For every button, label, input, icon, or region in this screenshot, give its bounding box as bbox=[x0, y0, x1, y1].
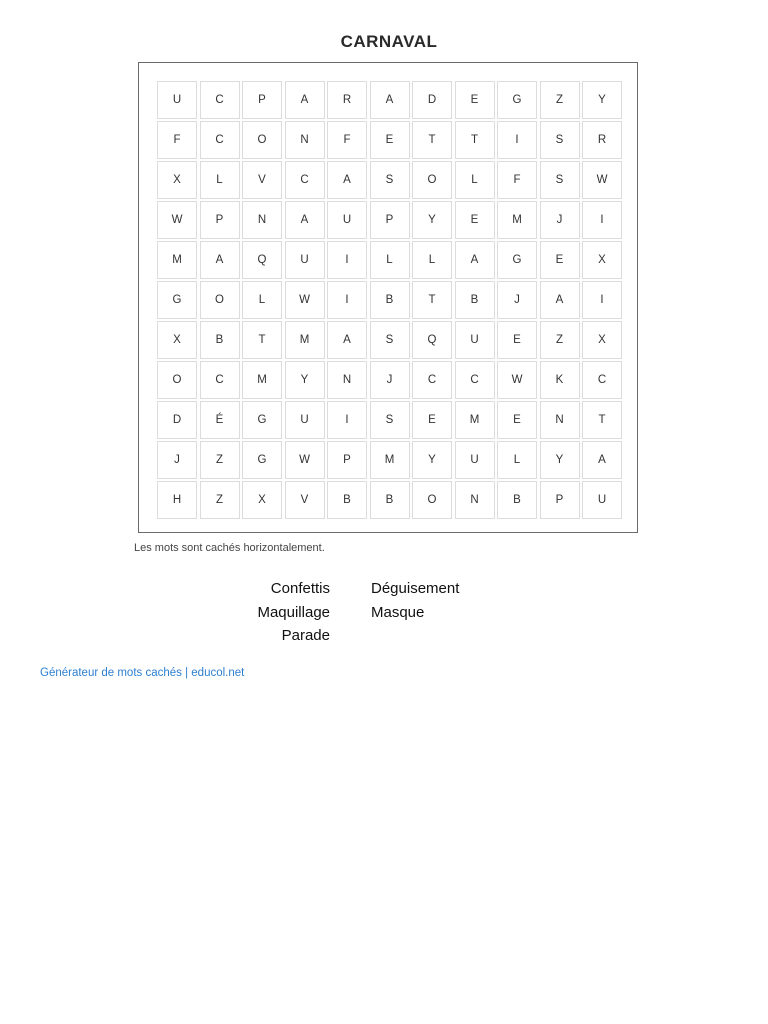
grid-cell: U bbox=[455, 321, 495, 359]
grid-cell: M bbox=[157, 241, 197, 279]
grid-cell: Y bbox=[540, 441, 580, 479]
grid-cell: A bbox=[285, 81, 325, 119]
generator-link[interactable]: Générateur de mots cachés | educol.net bbox=[40, 667, 245, 679]
grid-cell: S bbox=[540, 121, 580, 159]
instruction-text: Les mots sont cachés horizontalement. bbox=[134, 542, 325, 554]
grid-cell: Y bbox=[412, 441, 452, 479]
grid-cell: P bbox=[200, 201, 240, 239]
grid-cell: A bbox=[200, 241, 240, 279]
grid-cell: B bbox=[370, 281, 410, 319]
grid-cell: C bbox=[200, 361, 240, 399]
grid-cell: I bbox=[497, 121, 537, 159]
grid-cell: M bbox=[242, 361, 282, 399]
grid-cell: A bbox=[455, 241, 495, 279]
grid-cell: O bbox=[200, 281, 240, 319]
word-list-item: Masque bbox=[371, 603, 425, 621]
grid-cell: F bbox=[497, 161, 537, 199]
grid-cell: M bbox=[497, 201, 537, 239]
grid-cell: U bbox=[582, 481, 622, 519]
grid-cell: L bbox=[200, 161, 240, 199]
grid-cell: B bbox=[200, 321, 240, 359]
grid-cell: Z bbox=[540, 81, 580, 119]
grid-cell: A bbox=[285, 201, 325, 239]
grid-cell: C bbox=[200, 81, 240, 119]
grid-cell: J bbox=[370, 361, 410, 399]
grid-cell: E bbox=[497, 321, 537, 359]
grid-cell: Z bbox=[200, 441, 240, 479]
grid-cell: Y bbox=[285, 361, 325, 399]
grid-cell: P bbox=[327, 441, 367, 479]
grid-cell: K bbox=[540, 361, 580, 399]
page-title: CARNAVAL bbox=[340, 32, 438, 51]
word-list-left bbox=[257, 577, 330, 648]
grid-cell: Z bbox=[200, 481, 240, 519]
grid-cell: M bbox=[285, 321, 325, 359]
grid-cell: T bbox=[582, 401, 622, 439]
grid-cell: C bbox=[455, 361, 495, 399]
grid-cell: Y bbox=[412, 201, 452, 239]
grid-cell: L bbox=[412, 241, 452, 279]
grid-cell: H bbox=[157, 481, 197, 519]
grid-cell: P bbox=[540, 481, 580, 519]
grid-cell: U bbox=[455, 441, 495, 479]
grid-cell: E bbox=[412, 401, 452, 439]
grid-cell: W bbox=[582, 161, 622, 199]
word-list-item: Confettis bbox=[270, 580, 330, 597]
word-search-grid bbox=[157, 81, 622, 519]
grid-cell: E bbox=[455, 81, 495, 119]
grid-cell: É bbox=[200, 401, 240, 439]
grid-cell: Q bbox=[242, 241, 282, 279]
grid-cell: R bbox=[582, 121, 622, 159]
grid-cell: A bbox=[327, 161, 367, 199]
grid-cell: R bbox=[327, 81, 367, 119]
grid-cell: X bbox=[582, 321, 622, 359]
grid-cell: F bbox=[157, 121, 197, 159]
grid-cell: A bbox=[540, 281, 580, 319]
grid-cell: N bbox=[455, 481, 495, 519]
grid-cell: G bbox=[157, 281, 197, 319]
grid-cell: J bbox=[157, 441, 197, 479]
grid-cell: M bbox=[455, 401, 495, 439]
grid-cell: G bbox=[242, 441, 282, 479]
word-list-item: Maquillage bbox=[257, 603, 330, 621]
grid-cell: M bbox=[370, 441, 410, 479]
grid-cell: S bbox=[370, 401, 410, 439]
grid-cell: B bbox=[370, 481, 410, 519]
grid-cell: N bbox=[242, 201, 282, 239]
grid-cell: N bbox=[285, 121, 325, 159]
grid-cell: O bbox=[412, 161, 452, 199]
grid-cell: P bbox=[370, 201, 410, 239]
grid-cell: X bbox=[582, 241, 622, 279]
grid-cell: C bbox=[285, 161, 325, 199]
grid-cell: O bbox=[157, 361, 197, 399]
grid-cell: W bbox=[157, 201, 197, 239]
word-list-item: Parade bbox=[281, 627, 330, 644]
grid-cell: L bbox=[242, 281, 282, 319]
grid-cell: N bbox=[327, 361, 367, 399]
word-list-item: Déguisement bbox=[371, 580, 460, 597]
grid-cell: T bbox=[455, 121, 495, 159]
grid-cell: C bbox=[200, 121, 240, 159]
grid-cell: W bbox=[285, 281, 325, 319]
grid-cell: L bbox=[370, 241, 410, 279]
grid-cell: L bbox=[497, 441, 537, 479]
grid-cell: D bbox=[157, 401, 197, 439]
grid-cell: Q bbox=[412, 321, 452, 359]
grid-cell: E bbox=[370, 121, 410, 159]
grid-cell: W bbox=[497, 361, 537, 399]
grid-cell: I bbox=[327, 281, 367, 319]
grid-cell: X bbox=[157, 321, 197, 359]
grid-cell: B bbox=[497, 481, 537, 519]
grid-cell: T bbox=[412, 281, 452, 319]
grid-cell: G bbox=[242, 401, 282, 439]
grid-cell: Z bbox=[540, 321, 580, 359]
grid-cell: O bbox=[242, 121, 282, 159]
grid-cell: U bbox=[285, 241, 325, 279]
grid-cell: I bbox=[582, 281, 622, 319]
grid-cell: G bbox=[497, 81, 537, 119]
grid-cell: B bbox=[327, 481, 367, 519]
grid-cell: U bbox=[327, 201, 367, 239]
grid-cell: U bbox=[157, 81, 197, 119]
grid-cell: C bbox=[412, 361, 452, 399]
grid-cell: E bbox=[540, 241, 580, 279]
grid-cell: C bbox=[582, 361, 622, 399]
grid-cell: S bbox=[370, 321, 410, 359]
grid-cell: A bbox=[582, 441, 622, 479]
grid-cell: I bbox=[327, 241, 367, 279]
grid-cell: L bbox=[455, 161, 495, 199]
grid-cell: U bbox=[285, 401, 325, 439]
grid-cell: G bbox=[497, 241, 537, 279]
grid-cell: S bbox=[370, 161, 410, 199]
grid-cell: V bbox=[285, 481, 325, 519]
grid-cell: I bbox=[327, 401, 367, 439]
grid-cell: W bbox=[285, 441, 325, 479]
grid-cell: E bbox=[455, 201, 495, 239]
grid-cell: A bbox=[370, 81, 410, 119]
grid-cell: D bbox=[412, 81, 452, 119]
grid-cell: F bbox=[327, 121, 367, 159]
grid-cell: J bbox=[497, 281, 537, 319]
grid-cell: T bbox=[242, 321, 282, 359]
grid-cell: N bbox=[540, 401, 580, 439]
word-list-right bbox=[371, 577, 459, 624]
grid-cell: P bbox=[242, 81, 282, 119]
grid-cell: E bbox=[497, 401, 537, 439]
grid-cell: S bbox=[540, 161, 580, 199]
grid-cell: Y bbox=[582, 81, 622, 119]
word-search-frame bbox=[138, 62, 638, 533]
grid-cell: X bbox=[242, 481, 282, 519]
grid-cell: T bbox=[412, 121, 452, 159]
grid-cell: V bbox=[242, 161, 282, 199]
grid-cell: A bbox=[327, 321, 367, 359]
grid-cell: I bbox=[582, 201, 622, 239]
grid-cell: X bbox=[157, 161, 197, 199]
grid-cell: B bbox=[455, 281, 495, 319]
grid-cell: O bbox=[412, 481, 452, 519]
grid-cell: J bbox=[540, 201, 580, 239]
